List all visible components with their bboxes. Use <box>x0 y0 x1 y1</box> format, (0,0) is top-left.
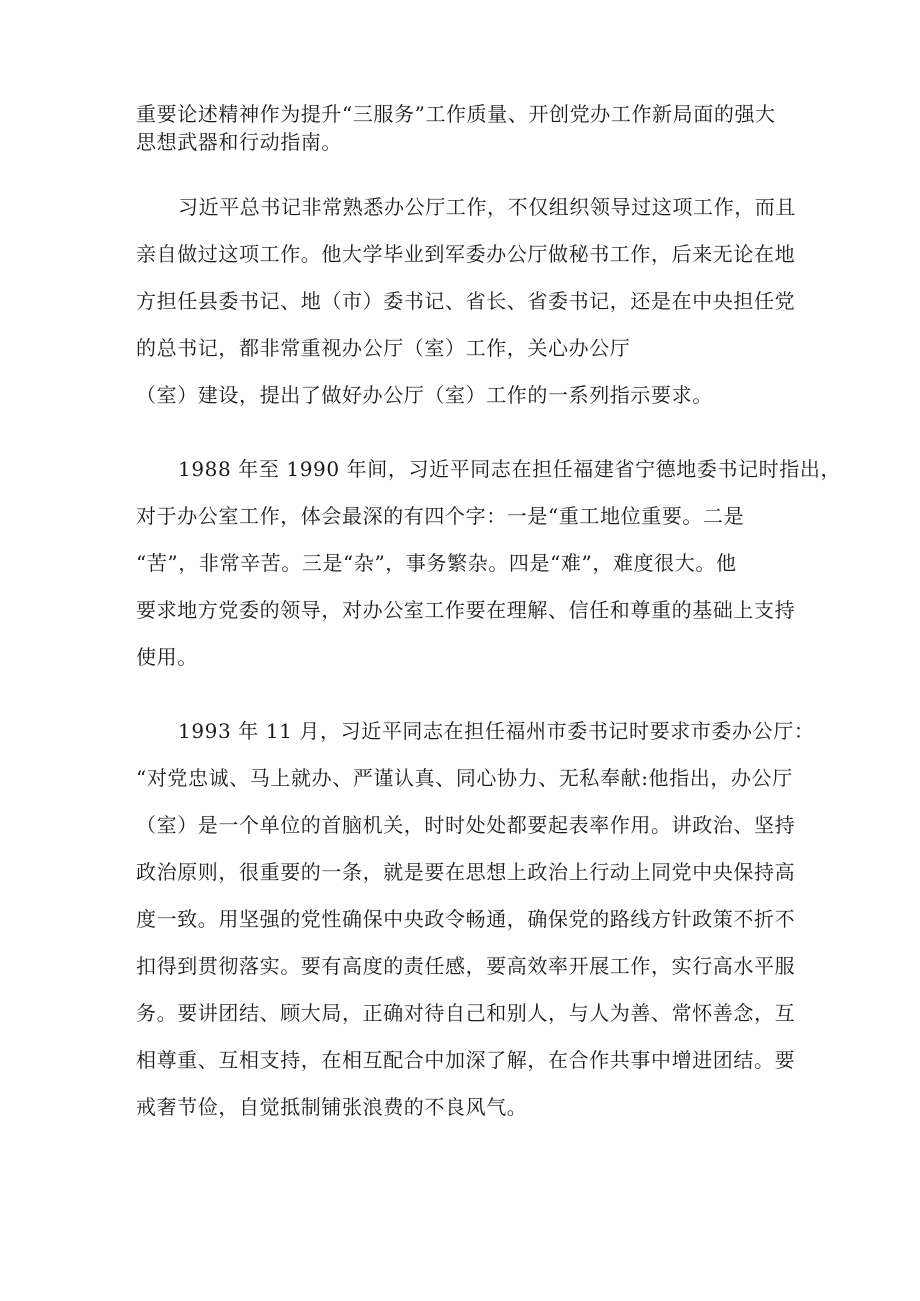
paragraph-4-line-3: （室）是一个单位的首脑机关，时时处处都要起表率作用。讲政治、坚持 <box>136 813 796 837</box>
paragraph-4-line-8: 相尊重、互相支持，在相互配合中加深了解，在合作共事中增进团结。要 <box>136 1048 796 1072</box>
paragraph-4-line-7: 务。要讲团结、顾大局，正确对待自己和别人，与人为善、常怀善念，互 <box>136 1001 796 1025</box>
paragraph-3-line-3: “苦”，非常辛苦。三是“杂”，事务繁杂。四是“难”，难度很大。他 <box>136 551 737 575</box>
paragraph-2-line-5: （室）建设，提出了做好办公厅（室）工作的一系列指示要求。 <box>136 383 713 407</box>
paragraph-3-line-1: 1988 年至 1990 年间，习近平同志在担任福建省宁德地委书记时指出， <box>178 457 842 481</box>
paragraph-3-line-2: 对于办公室工作，体会最深的有四个字：一是“重工地位重要。二是 <box>136 504 745 528</box>
paragraph-3-line-4: 要求地方党委的领导，对办公室工作要在理解、信任和尊重的基础上支持 <box>136 598 796 622</box>
paragraph-3-line-5: 使用。 <box>136 645 198 669</box>
paragraph-4-line-4: 政治原则，很重要的一条，就是要在思想上政治上行动上同党中央保持高 <box>136 860 796 884</box>
paragraph-4-line-2: “对党忠诚、马上就办、严谨认真、同心协力、无私奉献:他指出，办公厅 <box>136 766 793 790</box>
paragraph-1-line-2: 思想武器和行动指南。 <box>136 130 342 154</box>
paragraph-2-line-2: 亲自做过这项工作。他大学毕业到军委办公厅做秘书工作，后来无论在地 <box>136 242 796 266</box>
paragraph-4-line-9: 戒奢节俭，自觉抵制铺张浪费的不良风气。 <box>136 1095 528 1119</box>
paragraph-1-line-1: 重要论述精神作为提升“三服务”工作质量、开创党办工作新局面的强大 <box>136 102 776 126</box>
paragraph-2-line-3: 方担任县委书记、地（市）委书记、省长、省委书记，还是在中央担任党 <box>136 289 796 313</box>
paragraph-4-line-6: 扣得到贯彻落实。要有高度的责任感，要高效率开展工作，实行高水平服 <box>136 954 796 978</box>
paragraph-2-line-4: 的总书记，都非常重视办公厅（室）工作，关心办公厅 <box>136 336 631 360</box>
paragraph-4-line-1: 1993 年 11 月，习近平同志在担任福州市委书记时要求市委办公厅： <box>178 719 815 743</box>
paragraph-4-line-5: 度一致。用坚强的党性确保中央政令畅通，确保党的路线方针政策不折不 <box>136 907 796 931</box>
paragraph-2-line-1: 习近平总书记非常熟悉办公厅工作，不仅组织领导过这项工作，而且 <box>178 195 796 219</box>
